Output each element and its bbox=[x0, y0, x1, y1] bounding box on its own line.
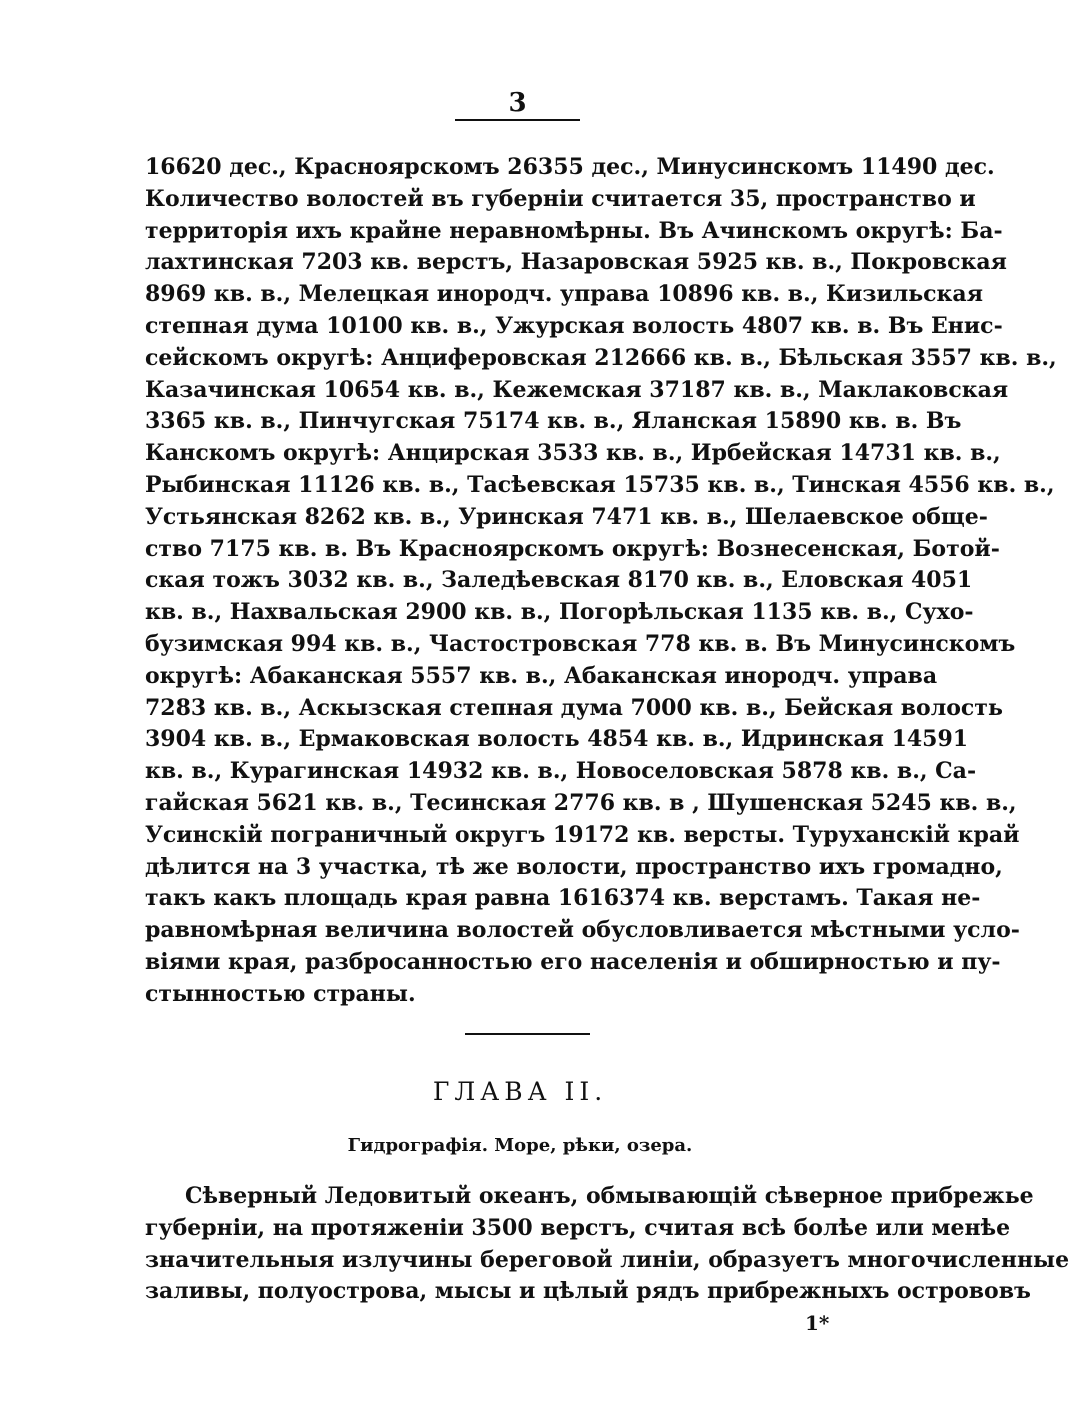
text-line: такъ какъ площадь края равна 1616374 кв. верстамъ. Такая не- bbox=[145, 885, 981, 912]
text-line: Рыбинская 11126 кв. в., Тасѣевская 15735 кв. в., Тинская 4556 кв. в., bbox=[145, 471, 1055, 498]
text-line: округѣ: Абаканская 5557 кв. в., Абаканская инородч. управа bbox=[145, 662, 938, 689]
text-line: Устьянская 8262 кв. в., Уринская 7471 кв. в., Шелаевское обще- bbox=[145, 503, 988, 530]
text-line: Количество волостей въ губерніи считается 35, пространство и bbox=[145, 185, 976, 212]
text-line: ская тожъ 3032 кв. в., Заледѣевская 8170 кв. в., Еловская 4051 bbox=[145, 567, 973, 594]
text-line: віями края, разбросанностью его населенія и обширностью и пу- bbox=[145, 948, 1001, 975]
text-line: Усинскій пограничный округъ 19172 кв. версты. Туруханскій край bbox=[145, 821, 1020, 848]
chapter-text bbox=[145, 1181, 1069, 1308]
text-line: ство 7175 кв. в. Въ Красноярскомъ округѣ: Вознесенская, Ботой- bbox=[145, 535, 1000, 562]
text-line: 16620 дес., Красноярскомъ 26355 дес., Минусинскомъ 11490 дес. bbox=[145, 154, 995, 180]
text-line: стынностью страны. bbox=[145, 980, 416, 1007]
chapter-title: ГЛАВА II. bbox=[432, 1077, 608, 1106]
text-line: Сѣверный Ледовитый океанъ, обмывающій сѣверное прибрежье bbox=[185, 1183, 1034, 1209]
text-line: Казачинская 10654 кв. в., Кежемская 37187 кв. в., Маклаковская bbox=[145, 376, 1009, 403]
text-line: степная дума 10100 кв. в., Ужурская волость 4807 кв. в. Въ Енис- bbox=[145, 312, 1003, 339]
text-line: значительныя излучины береговой линіи, образуетъ многочисленные bbox=[145, 1246, 1069, 1273]
text-line: кв. в., Курагинская 14932 кв. в., Новоселовская 5878 кв. в., Са- bbox=[145, 758, 977, 785]
text-line: бузимская 994 кв. в., Частостровская 778 кв. в. Въ Минусинскомъ bbox=[145, 630, 1016, 657]
page-number-rule bbox=[455, 119, 580, 121]
text-line: кв. в., Нахвальская 2900 кв. в., Погорѣльская 1135 кв. в., Сухо- bbox=[145, 599, 974, 626]
text-line: сейскомъ округѣ: Анциферовская 212666 кв. в., Бѣльская 3557 кв. в., bbox=[145, 344, 1057, 371]
signature-mark: 1* bbox=[805, 1311, 830, 1335]
text-line: 3904 кв. в., Ермаковская волость 4854 кв. в., Идринская 14591 bbox=[145, 726, 969, 753]
text-line: Канскомъ округѣ: Анцирская 3533 кв. в., Ирбейская 14731 кв. в., bbox=[145, 440, 1001, 467]
page-number: 3 bbox=[508, 88, 527, 118]
section-divider bbox=[465, 1033, 590, 1035]
text-line: дѣлится на 3 участка, тѣ же волости, пространство ихъ громадно, bbox=[145, 853, 1003, 880]
text-line: 7283 кв. в., Аскызская степная дума 7000 кв. в., Бейская волость bbox=[145, 694, 1003, 721]
text-line: равномѣрная величина волостей обусловливается мѣстными усло- bbox=[145, 917, 1020, 944]
text-line: гайская 5621 кв. в., Тесинская 2776 кв. в , Шушенская 5245 кв. в., bbox=[145, 789, 1017, 816]
body-text bbox=[145, 152, 1057, 1011]
text-line: территорія ихъ крайне неравномѣрны. Въ Ачинскомъ округѣ: Ба- bbox=[145, 217, 1003, 244]
text-line: губерніи, на протяженіи 3500 верстъ, считая всѣ болѣе или менѣе bbox=[145, 1214, 1011, 1241]
chapter-subtitle: Гидрографія. Море, рѣки, озера. bbox=[347, 1135, 693, 1156]
text-line: лахтинская 7203 кв. верстъ, Назаровская 5925 кв. в., Покровская bbox=[145, 249, 1007, 276]
text-line: заливы, полуострова, мысы и цѣлый рядъ прибрежныхъ острововъ bbox=[145, 1278, 1031, 1305]
text-line: 3365 кв. в., Пинчугская 75174 кв. в., Яланская 15890 кв. в. Въ bbox=[145, 408, 962, 435]
text-line: 8969 кв. в., Мелецкая инородч. управа 10896 кв. в., Кизильская bbox=[145, 281, 983, 308]
